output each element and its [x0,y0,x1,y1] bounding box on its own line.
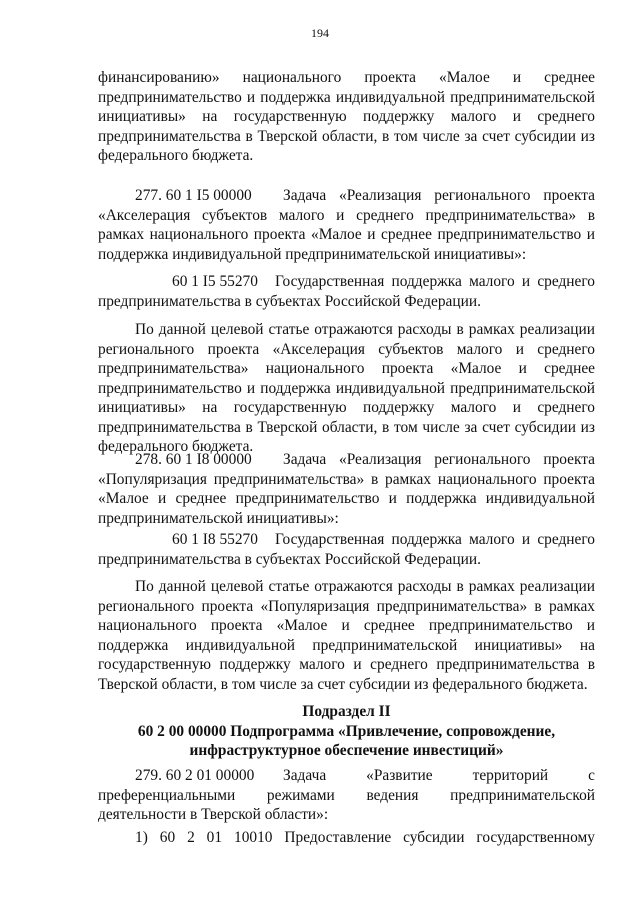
section-heading [98,766,595,825]
paragraph-text: финансированию» национального проекта «Малое и среднее предпринимательство и поддержка индивидуальной предпринимательской инициативы» на государственную поддержку малого и среднего предпринимательства в Тверской области, в том числе за счет субсидии из федерального бюджета. [98,69,595,164]
article-line [98,272,595,311]
paragraph-continuation [98,68,595,166]
article-278-description [98,577,595,694]
section-text: Задача «Развитие территорий с преференциальными режимами ведения предпринимательской деятельности в Тверской области»: [98,767,595,823]
section-code: 278. 60 1 I8 00000 [135,451,252,468]
section-code: 279. 60 2 01 00000 [135,767,255,784]
item-line [98,828,595,848]
subprogram-heading-line2: инфраструктурное обеспечение инвестиций» [189,742,504,759]
section-code: 277. 60 1 I5 00000 [135,187,252,204]
section-277 [98,186,595,264]
description-text: По данной целевой статье отражаются расходы в рамках реализации регионального проекта «Акселерация субъектов малого и среднего предпринимательства» национального проекта «Малое и среднее предпринимательство и поддержка индивидуальной предпринимательской инициативы» на государственную поддержку малого и среднего предпринимательства в Тверской области, в том числе за счет субсидии из федерального бюджета. [98,321,595,455]
page-number: 194 [311,26,329,40]
section-text: Задача «Реализация регионального проекта «Популяризация предпринимательства» в рамках национального проекта «Малое и среднее предпринимательство и поддержка индивидуальной предпринимательской инициативы»: [98,451,595,527]
article-277 [98,272,595,311]
item-code: 1) 60 2 01 10010 [135,829,273,846]
section-heading [98,186,595,264]
section-text: Задача «Реализация регионального проекта «Акселерация субъектов малого и среднего предпринимательства» в рамках национального проекта «Малое и среднее предпринимательство и поддержка индивидуальной предпринимательской инициативы»: [98,187,595,263]
section-heading [98,450,595,528]
section-279 [98,766,595,825]
article-line [98,530,595,569]
article-277-description [98,320,595,457]
section-278 [98,450,595,528]
article-text: Государственная поддержка малого и среднего предпринимательства в субъектах Российской Федерации. [98,273,595,310]
subsection-title: Подраздел II [302,703,391,720]
item-text: Предоставление субсидии государственному [284,829,595,846]
article-278 [98,530,595,569]
subsection-heading [98,702,595,761]
item-1 [98,828,595,848]
subprogram-heading-line1: 60 2 00 00000 Подпрограмма «Привлечение, сопровождение, [137,722,556,740]
article-text: Государственная поддержка малого и среднего предпринимательства в субъектах Российской Федерации. [98,531,595,568]
description-text: По данной целевой статье отражаются расходы в рамках реализации регионального проекта «Популяризация предпринимательства» в рамках национального проекта «Малое и среднее предпринимательство и поддержка индивидуальной предпринимательской инициативы» на государственную поддержку малого и среднего предпринимательства в Тверской области, в том числе за счет субсидии из федерального бюджета. [98,578,595,693]
article-code: 60 1 I5 55270 [172,273,258,290]
article-code: 60 1 I8 55270 [172,531,258,548]
